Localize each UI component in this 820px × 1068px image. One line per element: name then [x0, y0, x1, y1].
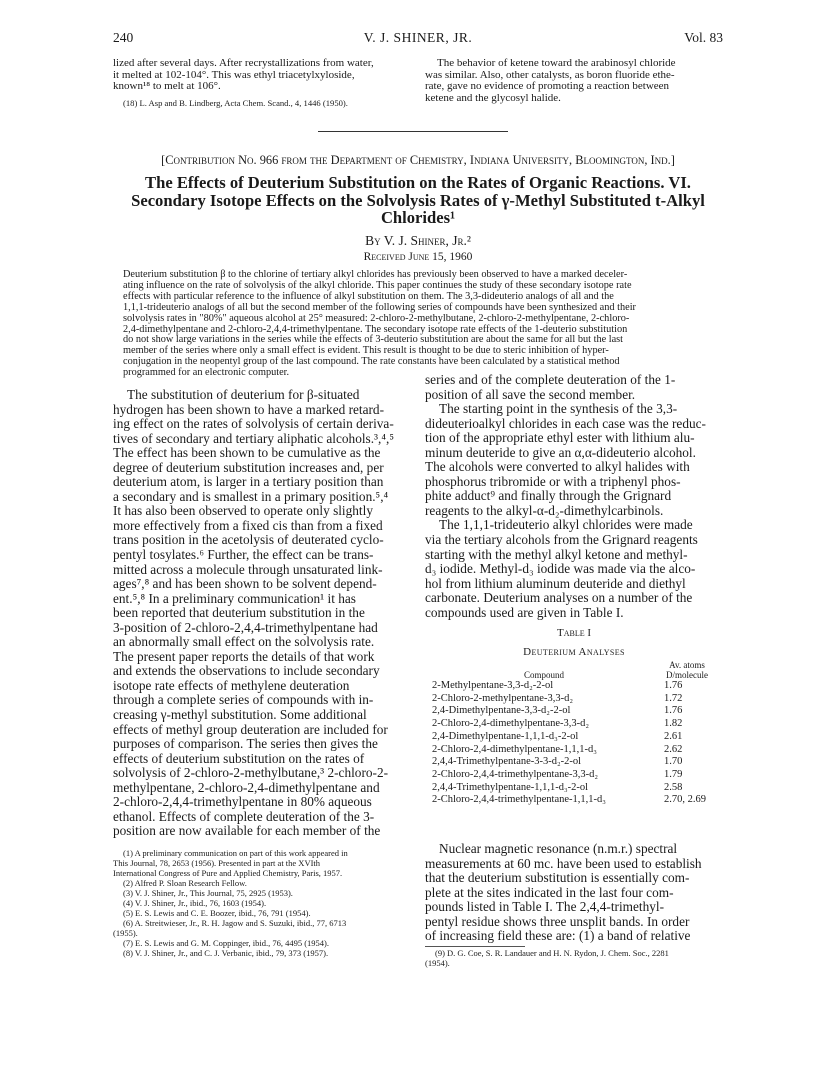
body-line: The 1,1,1-trideuterio alkyl chlorides were made — [439, 517, 693, 533]
table-cell-value: 1.79 — [664, 768, 683, 780]
table-row — [432, 782, 718, 795]
abstract — [123, 270, 723, 379]
table-label: Table I — [556, 627, 592, 639]
abstract-line: 1,1,1-trideuterio analogs of all but the second member of the following series of compounds have been synthesized and their — [123, 301, 636, 313]
body-line: solvolysis of 2-chloro-2-methylbutane,³ 2-chloro-2- — [113, 765, 389, 781]
prev-line: The behavior of ketene toward the arabinosyl chloride — [437, 57, 676, 69]
table-row — [432, 756, 718, 769]
table-caption: Deuterium Analyses — [523, 646, 625, 658]
left-column — [113, 388, 413, 839]
body-line: compounds used are given in Table I. — [425, 604, 624, 620]
footnote-line: This Journal, 78, 2653 (1956). Presented in part at the XVIth — [113, 858, 321, 868]
body-line: phite adduct⁹ and finally through the Grignard — [425, 488, 672, 504]
footnote-line: (2) Alfred P. Sloan Research Fellow. — [123, 878, 247, 888]
body-line: pentyl tosylates.⁶ Further, the effect can be trans- — [113, 547, 374, 563]
body-line: dideuterioalkyl chlorides in each case was the reduc- — [425, 415, 706, 431]
table-header-line: Av. atoms — [669, 660, 705, 670]
body-line: The starting point in the synthesis of the 3,3- — [439, 401, 678, 417]
table-cell-value: 1.82 — [664, 718, 683, 730]
deuterium-table — [432, 661, 718, 807]
footnote-line: (1) A preliminary communication on part of this work appeared in — [123, 848, 348, 858]
table-cell-compound: 2,4,4-Trimethylpentane-1,1,1-d₃-2-ol — [432, 781, 589, 793]
table-cell-value: 1.76 — [664, 705, 683, 717]
body-line: pentyl residue shows three unsplit bands. In order — [425, 913, 690, 929]
body-line: isotope rate effects of methylene deuteration — [113, 677, 350, 693]
body-line: pounds listed in Table I. The 2,4,4-trimethyl- — [425, 899, 664, 915]
table-cell-value: 2.70, 2.69 — [664, 794, 706, 806]
article-title — [100, 174, 736, 227]
footnote-line: (1954). — [425, 958, 450, 968]
table-cell-value: 1.70 — [664, 756, 683, 768]
abstract-line: ating influence on the rate of solvolysis of the alkyl chloride. This paper continues the study of these secondary isotope rate — [123, 279, 632, 291]
body-line: ages⁷,⁸ and has been shown to be solvent depend- — [113, 576, 377, 592]
body-line: ent.⁵,⁸ In a preliminary communication¹ it has — [113, 590, 356, 606]
abstract-line: effects with particular reference to the influence of alkyl substitution on them. The 3,3-dideuterio analogs of all and the — [123, 290, 614, 302]
abstract-line: Deuterium substitution β to the chlorine of tertiary alkyl chlorides has previously been observed to have a marked deceler- — [123, 269, 628, 280]
previous-article-left — [113, 58, 413, 108]
body-line: The effect has been shown to be cumulative as the — [113, 445, 381, 461]
byline: By V. J. Shiner, Jr.² — [365, 233, 471, 248]
table-cell-value: 2.62 — [664, 743, 683, 755]
body-line: more effectively from a fixed cis than from a fixed — [113, 517, 383, 533]
table-cell-value: 2.58 — [664, 781, 683, 793]
title-line: Chlorides¹ — [380, 208, 456, 227]
table-row — [432, 718, 718, 731]
abstract-line: conjugation in the neopentyl group of the last compound. The rate constants have been calculated by a statistical method — [123, 356, 620, 368]
body-line: effects of deuterium substitution on the rates of — [113, 750, 365, 766]
table-cell-compound: 2,4,4-Trimethylpentane-3-3-d₂-2-ol — [432, 756, 582, 768]
body-line: trans position in the acetolysis of deuterated cyclo- — [113, 532, 384, 548]
footnote-line: (9) D. G. Coe, S. R. Landauer and H. N. Rydon, J. Chem. Soc., 2281 — [435, 948, 669, 958]
table-cell-value: 1.72 — [664, 692, 683, 704]
body-line: position are now available for each member of the — [113, 823, 381, 839]
body-line: that the deuterium substitution is essentially com- — [425, 870, 690, 886]
right-footnote — [425, 948, 723, 968]
footnote-line: (7) E. S. Lewis and G. M. Coppinger, ibid., 76, 4495 (1954). — [123, 938, 330, 948]
body-line: mitted across a molecule through unsaturated link- — [113, 561, 383, 577]
table-row — [432, 769, 718, 782]
table-cell-compound: 2-Chloro-2,4,4-trimethylpentane-3,3-d₂ — [432, 768, 599, 780]
table-cell-compound: 2-Methylpentane-3,3-d₂-2-ol — [432, 680, 554, 691]
table-row — [432, 705, 718, 718]
footnote-rule — [425, 946, 525, 947]
body-line: position of all save the second member. — [425, 386, 636, 402]
body-line: an abnormally small effect on the solvolysis rate. — [113, 634, 375, 650]
body-line: Nuclear magnetic resonance (n.m.r.) spectral — [439, 841, 678, 856]
body-line: minum deuteride to give an α,α-dideuterio alcohol. — [425, 444, 696, 460]
table-header-atoms — [656, 661, 718, 680]
prev-line: ketene and the glycosyl halide. — [425, 91, 561, 104]
table-header-compound: Compound — [523, 670, 564, 680]
body-line: ing effect on the rates of solvolysis of certain deriva- — [113, 416, 394, 432]
running-author: V. J. SHINER, JR. — [363, 30, 473, 45]
body-line: 2-chloro-2,4,4-trimethylpentane in 80% aqueous — [113, 794, 372, 810]
contribution-line: [Contribution No. 966 from the Department of Chemistry, Indiana University, Bloomington, Ind.] — [161, 153, 675, 167]
volume-number: Vol. 83 — [684, 30, 723, 45]
body-line: and extends the observations to include secondary — [113, 663, 380, 679]
body-line: plete at the sites indicated in the last four com- — [425, 884, 674, 900]
table-cell-compound: 2,4-Dimethylpentane-1,1,1-d₃-2-ol — [432, 730, 579, 742]
table-cell-compound: 2-Chloro-2,4,4-trimethylpentane-1,1,1-d₃ — [432, 794, 606, 806]
abstract-line: member of the series where only a small effect is evident. This result is thought to be due to steric inhibition of hyper- — [123, 345, 609, 357]
section-divider — [318, 131, 508, 132]
abstract-line: do not show large variations in the series while the effects of 3-deuterio substitution are about the same for all but the last — [123, 334, 624, 346]
title-line: The Effects of Deuterium Substitution on the Rates of Organic Reactions. VI. — [145, 173, 691, 192]
table-cell-compound: 2,4-Dimethylpentane-3,3-d₂-2-ol — [432, 705, 571, 717]
body-line: It has also been observed to operate only slightly — [113, 503, 373, 519]
body-line: series and of the complete deuteration of the 1- — [425, 372, 676, 387]
body-line: purposes of comparison. The series then gives the — [113, 736, 378, 752]
table-row — [432, 744, 718, 757]
body-line: ethanol. Effects of complete deuteration of the 3- — [113, 808, 375, 824]
body-line: The alcohols were converted to alkyl halides with — [425, 459, 690, 475]
body-line: The present paper reports the details of that work — [113, 648, 375, 664]
abstract-line: solvolysis rates in "80%" aqueous alcohol at 25° measured: 2-chloro-2-methylbutane, 2-chloro-2-methylpentane, 2-chloro- — [123, 312, 630, 324]
body-line: through a complete series of compounds with in- — [113, 692, 374, 708]
body-line: reagents to the alkyl-α-d₂-dimethylcarbinols. — [425, 502, 664, 518]
previous-article-right — [425, 58, 723, 104]
body-line: creasing γ-methyl substitution. Some additional — [113, 707, 367, 723]
footnote-line: (5) E. S. Lewis and C. E. Boozer, ibid., 76, 791 (1954). — [123, 908, 311, 918]
table-header-row — [432, 661, 718, 680]
body-line: phosphorus tribromide or with a triphenyl phos- — [425, 473, 681, 489]
body-line: tives of secondary and tertiary aliphatic alcohols.³,⁴,⁵ — [113, 430, 394, 446]
right-column-top — [425, 373, 723, 620]
body-line: measurements at 60 mc. have been used to establish — [425, 855, 702, 871]
table-cell-value: 2.61 — [664, 730, 683, 742]
prev-line: was similar. Also, other catalysts, as boron fluoride ethe- — [425, 68, 675, 81]
footnote-line: International Congress of Pure and Applied Chemistry, Paris, 1957. — [113, 868, 343, 878]
table-cell-value: 1.76 — [664, 680, 683, 691]
body-line: hol from lithium aluminum deuteride and diethyl — [425, 575, 686, 591]
abstract-line: programmed for an electronic computer. — [123, 367, 290, 379]
body-line: degree of deuterium substitution increases and, per — [113, 459, 384, 475]
body-line: The substitution of deuterium for β-situated — [127, 387, 360, 402]
body-line: of increasing field these are: (1) a band of relative — [425, 928, 691, 944]
body-line: tion of the appropriate ethyl ester with lithium alu- — [425, 430, 695, 446]
footnote-line: (6) A. Streitwieser, Jr., R. H. Jagow and S. Suzuki, ibid., 77, 6713 — [123, 918, 347, 928]
body-line: methylpentane, 2-chloro-2,4-dimethylpentane and — [113, 779, 380, 795]
table-row — [432, 693, 718, 706]
body-line: hydrogen has been shown to have a marked retard- — [113, 401, 385, 417]
prev-footnote: (18) L. Asp and B. Lindberg, Acta Chem. Scand., 4, 1446 (1950). — [123, 97, 348, 108]
right-column-bottom — [425, 842, 723, 944]
table-row — [432, 731, 718, 744]
body-line: starting with the methyl alkyl ketone and methyl- — [425, 546, 688, 562]
received-date: Received June 15, 1960 — [363, 251, 473, 263]
prev-line: lized after several days. After recrystallizations from water, — [113, 57, 374, 69]
prev-line: rate, gave no evidence of promoting a reaction between — [425, 80, 670, 93]
body-line: effects of methyl group deuteration are included for — [113, 721, 388, 737]
table-row — [432, 794, 718, 807]
table-cell-compound: 2-Chloro-2,4-dimethylpentane-3,3-d₂ — [432, 718, 590, 730]
footnote-line: (4) V. J. Shiner, Jr., ibid., 76, 1603 (1954). — [123, 898, 267, 908]
prev-line: it melted at 102-104°. This was ethyl triacetylxyloside, — [113, 68, 355, 81]
body-line: d₃ iodide. Methyl-d₃ iodide was made via the alco- — [425, 561, 696, 577]
body-line: deuterium atom, is larger in a tertiary position than — [113, 474, 384, 490]
table-cell-compound: 2-Chloro-2-methylpentane-3,3-d₂ — [432, 692, 573, 704]
table-header-line: D/molecule — [666, 669, 708, 680]
body-line: carbonate. Deuterium analyses on a number of the — [425, 590, 693, 606]
table-cell-compound: 2-Chloro-2,4-dimethylpentane-1,1,1-d₃ — [432, 743, 597, 755]
footnote-line: (3) V. J. Shiner, Jr., This Journal, 75, 2925 (1953). — [123, 888, 293, 898]
body-line: been reported that deuterium substitution in the — [113, 605, 365, 621]
footnote-line: (8) V. J. Shiner, Jr., and C. J. Verbanic, ibid., 79, 373 (1957). — [123, 948, 329, 958]
body-line: 3-position of 2-chloro-2,4,4-trimethylpentane had — [113, 619, 378, 635]
prev-line: known¹⁸ to melt at 106°. — [113, 80, 221, 93]
body-line: a secondary and is smallest in a primary position.⁵,⁴ — [113, 488, 389, 504]
table-row — [432, 680, 718, 693]
abstract-line: 2,4-dimethylpentane and 2-chloro-2,4,4-trimethylpentane. The secondary isotope rate effects of the 1-deuterio substitution — [123, 323, 628, 335]
left-footnotes — [113, 848, 413, 958]
title-line: Secondary Isotope Effects on the Solvolysis Rates of γ-Methyl Substituted t-Alkyl — [131, 190, 705, 210]
footnote-line: (1955). — [113, 928, 138, 938]
body-line: via the tertiary alcohols from the Grignard reagents — [425, 532, 698, 548]
page-number: 240 — [113, 30, 134, 45]
